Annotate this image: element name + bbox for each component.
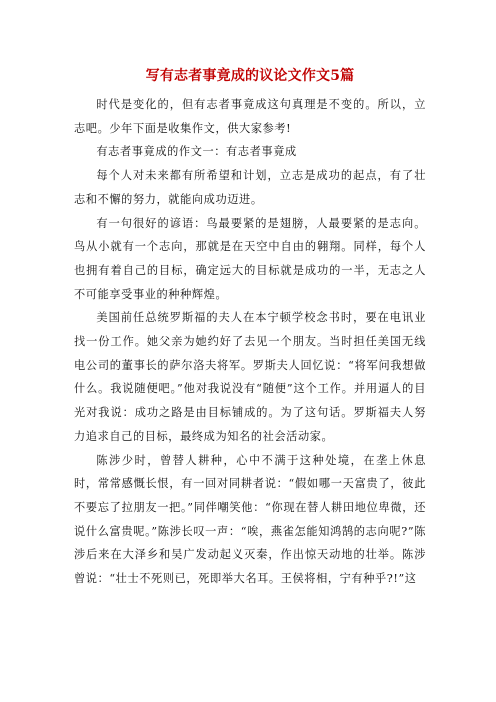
paragraph-intro: 时代是变化的，但有志者事竟成这句真理是不变的。所以，立志吧。少年下面是收集作文，供大家参考! [74,98,426,135]
paragraph-section-heading: 有志者事竟成的作文一：有志者事竟成 [96,145,297,159]
paragraph-roosevelt: 美国前任总统罗斯福的夫人在本宁顿学校念书时，要在电讯业找一份工作。她父亲为她约好了去见一个朋友。当时担任美国无线电公司的董事长的萨尔洛夫将军。罗斯夫人回忆说：“将军问我想做什么。我说随便吧。”他对我说没有“随便”这个工作。并用逼人的目光对我说：成功之路是由目标铺成的。为了这句话。罗斯福夫人努力追求自己的目标，最终成为知名的社会活动家。 [74,311,426,443]
paragraph-proverb: 有一句很好的谚语：鸟最要紧的是翅膀，人最要紧的是志向。鸟从小就有一个志向，那就是在天空中自由的翱翔。同样，每个人也拥有着自己的目标，确定远大的目标就是成功的一半，无志之人不可能享受事业的种种辉煌。 [74,216,426,301]
paragraph-chen-she: 陈涉少时，曾替人耕种，心中不满于这种处境，在垄上休息时，常常感慨长恨，有一回对同耕者说：“假如哪一天富贵了，彼此不要忘了拉朋友一把。”同伴嘲笑他：“你现在替人耕田地位卑微，还说什么富贵呢。”陈涉长叹一声：“唉，燕雀怎能知鸿鹄的志向呢?”陈涉后来在大泽乡和吴广发动起义灭秦，作出惊天动地的壮举。陈涉曾说：“壮士不死则已，死即举大名耳。王侯将相，宁有种乎?!”这 [74,453,426,586]
document-body [74,66,426,591]
document-title: 写有志者事竟成的议论文作文5篇 [145,68,355,84]
paragraph-ambition: 每个人对未来都有所希望和计划，立志是成功的起点，有了壮志和不懈的努力，就能向成功迈进。 [74,169,426,206]
